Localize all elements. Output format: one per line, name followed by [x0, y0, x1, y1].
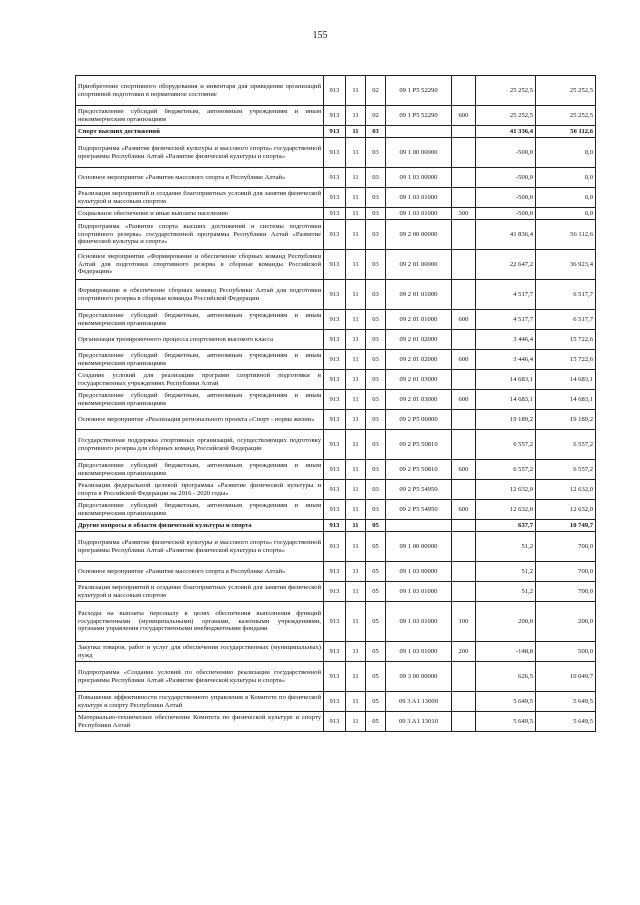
expense-name-cell: Повышение эффективности государственного управления в Комитете по физической культуре и спорту Республики Алтай	[76, 692, 324, 712]
amount-second-cell: 700,0	[536, 562, 596, 582]
expense-type-cell: 600	[452, 390, 476, 410]
table-row	[76, 500, 596, 520]
subsection-code-cell: 02	[366, 106, 386, 126]
expense-type-cell	[452, 562, 476, 582]
amount-first-cell: -500,0	[476, 168, 536, 188]
section-code-cell: 11	[346, 532, 366, 562]
subsection-code-cell: 05	[366, 562, 386, 582]
amount-second-cell: 14 683,1	[536, 370, 596, 390]
table-row	[76, 692, 596, 712]
section-code-cell: 11	[346, 662, 366, 692]
table-row	[76, 220, 596, 250]
amount-second-cell: 12 632,0	[536, 500, 596, 520]
amount-first-cell: -500,0	[476, 138, 536, 168]
target-article-cell: 09 2 01 01000	[386, 310, 452, 330]
expense-name-cell: Предоставление субсидий бюджетным, автономным учреждениям и иным некоммерческим организациям	[76, 460, 324, 480]
ministry-code-cell: 913	[324, 500, 346, 520]
ministry-code-cell: 913	[324, 280, 346, 310]
table-row	[76, 310, 596, 330]
table-row	[76, 330, 596, 350]
expense-name-cell: Основное мероприятие «Формирование и обеспечение сборных команд Республики Алтай для подготовки спортивного резерва в сборные команды Российской Федерации»	[76, 250, 324, 280]
expense-type-cell	[452, 280, 476, 310]
expense-name-cell: Подпрограмма «Создание условий по обеспечению реализации государственной программы Республики Алтай «Развитие физической культуры и спорта»	[76, 662, 324, 692]
budget-table	[75, 75, 596, 732]
ministry-code-cell: 913	[324, 370, 346, 390]
target-article-cell: 09 2 P5 54950	[386, 500, 452, 520]
amount-first-cell: -500,0	[476, 208, 536, 220]
target-article-cell: 09 3 A1 13010	[386, 712, 452, 732]
subsection-code-cell: 03	[366, 126, 386, 138]
amount-first-cell: 25 252,5	[476, 76, 536, 106]
ministry-code-cell: 913	[324, 126, 346, 138]
amount-first-cell: 4 517,7	[476, 280, 536, 310]
section-code-cell: 11	[346, 460, 366, 480]
section-code-cell: 11	[346, 138, 366, 168]
target-article-cell: 09 3 A1 13000	[386, 692, 452, 712]
expense-type-cell: 600	[452, 310, 476, 330]
amount-first-cell: 51,2	[476, 582, 536, 602]
subsection-code-cell: 03	[366, 390, 386, 410]
amount-second-cell: 5 649,5	[536, 692, 596, 712]
amount-second-cell: 15 722,6	[536, 330, 596, 350]
section-code-cell: 11	[346, 76, 366, 106]
section-code-cell: 11	[346, 350, 366, 370]
target-article-cell: 09 2 P5 50810	[386, 430, 452, 460]
target-article-cell: 09 2 00 00000	[386, 220, 452, 250]
amount-first-cell: 22 647,2	[476, 250, 536, 280]
amount-second-cell: 19 189,2	[536, 410, 596, 430]
target-article-cell: 09 1 03 01000	[386, 208, 452, 220]
amount-second-cell: 200,0	[536, 602, 596, 642]
ministry-code-cell: 913	[324, 390, 346, 410]
expense-type-cell	[452, 582, 476, 602]
amount-second-cell: 36 923,4	[536, 250, 596, 280]
expense-name-cell: Социальное обеспечение и иные выплаты населению	[76, 208, 324, 220]
expense-name-cell: Закупка товаров, работ и услуг для обеспечения государственных (муниципальных) нужд	[76, 642, 324, 662]
amount-first-cell: 51,2	[476, 532, 536, 562]
subsection-code-cell: 03	[366, 460, 386, 480]
subsection-code-cell: 03	[366, 430, 386, 460]
target-article-cell: 09 1 03 01000	[386, 642, 452, 662]
subsection-code-cell: 03	[366, 138, 386, 168]
expense-name-cell: Предоставление субсидий бюджетным, автономным учреждениям и иным некоммерческим организациям	[76, 106, 324, 126]
target-article-cell: 09 1 03 00000	[386, 562, 452, 582]
section-code-cell: 11	[346, 106, 366, 126]
section-code-cell: 11	[346, 330, 366, 350]
ministry-code-cell: 913	[324, 410, 346, 430]
expense-type-cell	[452, 220, 476, 250]
target-article-cell: 09 2 01 02000	[386, 330, 452, 350]
ministry-code-cell: 913	[324, 76, 346, 106]
ministry-code-cell: 913	[324, 662, 346, 692]
target-article-cell: 09 2 P5 00000	[386, 410, 452, 430]
ministry-code-cell: 913	[324, 712, 346, 732]
subsection-code-cell: 03	[366, 280, 386, 310]
target-article-cell: 09 1 P5 52290	[386, 76, 452, 106]
section-code-cell: 11	[346, 500, 366, 520]
amount-second-cell: 25 252,5	[536, 76, 596, 106]
amount-first-cell: 6 557,2	[476, 430, 536, 460]
subsection-code-cell: 03	[366, 350, 386, 370]
expense-name-cell: Предоставление субсидий бюджетным, автономным учреждениям и иным некоммерческим организациям	[76, 350, 324, 370]
expense-name-cell: Создание условий для реализации программ спортивной подготовки в государственных учреждениях Республики Алтай	[76, 370, 324, 390]
expense-type-cell: 200	[452, 642, 476, 662]
section-code-cell: 11	[346, 602, 366, 642]
amount-first-cell: 14 683,1	[476, 390, 536, 410]
ministry-code-cell: 913	[324, 350, 346, 370]
expense-type-cell	[452, 168, 476, 188]
amount-first-cell: -148,8	[476, 642, 536, 662]
expense-type-cell	[452, 692, 476, 712]
expense-name-cell: Формирование и обеспечение сборных команд Республики Алтай для подготовки спортивного резерва в сборные команды Российской Федерации	[76, 280, 324, 310]
amount-second-cell: 10 049,7	[536, 662, 596, 692]
amount-first-cell: 3 446,4	[476, 350, 536, 370]
subsection-code-cell: 03	[366, 168, 386, 188]
amount-first-cell: 51,2	[476, 562, 536, 582]
target-article-cell: 09 3 00 00000	[386, 662, 452, 692]
subsection-code-cell: 05	[366, 712, 386, 732]
target-article-cell: 09 1 03 00000	[386, 168, 452, 188]
target-article-cell: 09 2 01 03000	[386, 390, 452, 410]
expense-type-cell: 100	[452, 602, 476, 642]
table-row	[76, 138, 596, 168]
table-row	[76, 168, 596, 188]
target-article-cell: 09 2 01 01000	[386, 280, 452, 310]
amount-second-cell: 6 557,2	[536, 460, 596, 480]
amount-second-cell: 6 557,2	[536, 430, 596, 460]
section-code-cell: 11	[346, 430, 366, 460]
target-article-cell: 09 2 P5 50810	[386, 460, 452, 480]
expense-name-cell: Предоставление субсидий бюджетным, автономным учреждениям и иным некоммерческим организациям	[76, 310, 324, 330]
table-row	[76, 602, 596, 642]
expense-name-cell: Подпрограмма «Развитие физической культуры и массового спорта» государственной программы Республики Алтай «Развитие физической культуры и спорта»	[76, 532, 324, 562]
expense-name-cell: Материально-техническое обеспечение Комитета по физической культуре и спорту Республики Алтай	[76, 712, 324, 732]
expense-name-cell: Другие вопросы в области физической культуры и спорта	[76, 520, 324, 532]
expense-type-cell	[452, 370, 476, 390]
ministry-code-cell: 913	[324, 310, 346, 330]
subsection-code-cell: 03	[366, 370, 386, 390]
table-row	[76, 410, 596, 430]
section-code-cell: 11	[346, 126, 366, 138]
expense-name-cell: Предоставление субсидий бюджетным, автономным учреждениям и иным некоммерческим организациям	[76, 500, 324, 520]
section-code-cell: 11	[346, 480, 366, 500]
amount-first-cell: 12 632,0	[476, 480, 536, 500]
expense-type-cell: 600	[452, 350, 476, 370]
ministry-code-cell: 913	[324, 642, 346, 662]
ministry-code-cell: 913	[324, 330, 346, 350]
expense-type-cell	[452, 330, 476, 350]
table-row	[76, 370, 596, 390]
amount-first-cell: 5 649,5	[476, 712, 536, 732]
amount-second-cell: 15 722,6	[536, 350, 596, 370]
ministry-code-cell: 913	[324, 208, 346, 220]
section-code-cell: 11	[346, 188, 366, 208]
expense-type-cell: 600	[452, 460, 476, 480]
subsection-code-cell: 03	[366, 500, 386, 520]
ministry-code-cell: 913	[324, 480, 346, 500]
expense-type-cell	[452, 430, 476, 460]
table-row	[76, 350, 596, 370]
subsection-code-cell: 03	[366, 480, 386, 500]
ministry-code-cell: 913	[324, 532, 346, 562]
ministry-code-cell: 913	[324, 106, 346, 126]
expense-type-cell	[452, 138, 476, 168]
table-row	[76, 520, 596, 532]
section-code-cell: 11	[346, 280, 366, 310]
subsection-code-cell: 03	[366, 188, 386, 208]
ministry-code-cell: 913	[324, 692, 346, 712]
section-code-cell: 11	[346, 250, 366, 280]
page-number: 155	[312, 30, 328, 41]
amount-first-cell: 6 557,2	[476, 460, 536, 480]
subsection-code-cell: 03	[366, 208, 386, 220]
expense-type-cell	[452, 76, 476, 106]
target-article-cell	[386, 126, 452, 138]
expense-name-cell: Подпрограмма «Развитие спорта высших достижений и системы подготовки спортивного резерва» государственной программы Республики Алтай «Развитие физической культуры и спорта»	[76, 220, 324, 250]
table-row	[76, 460, 596, 480]
table-row	[76, 662, 596, 692]
expense-type-cell	[452, 662, 476, 692]
subsection-code-cell: 03	[366, 250, 386, 280]
amount-second-cell: 500,0	[536, 642, 596, 662]
expense-name-cell: Государственная поддержка спортивных организаций, осуществляющих подготовку спортивного резерва для сборных команд Российской Федерации	[76, 430, 324, 460]
expense-type-cell: 600	[452, 106, 476, 126]
expense-name-cell: Реализация мероприятий и создание благоприятных условий для занятия физической культурой и массовым спортом	[76, 188, 324, 208]
table-row	[76, 126, 596, 138]
target-article-cell	[386, 520, 452, 532]
ministry-code-cell: 913	[324, 250, 346, 280]
amount-second-cell: 6 517,7	[536, 310, 596, 330]
amount-second-cell: 12 632,0	[536, 480, 596, 500]
section-code-cell: 11	[346, 410, 366, 430]
section-code-cell: 11	[346, 562, 366, 582]
target-article-cell: 09 2 01 03000	[386, 370, 452, 390]
expense-name-cell: Расходы на выплаты персоналу в целях обеспечения выполнения функций государственными (муниципальными) органами, казенными учреждениями, органами управления государственными внебюджетными фондами	[76, 602, 324, 642]
table-row	[76, 712, 596, 732]
amount-second-cell: 56 112,6	[536, 126, 596, 138]
section-code-cell: 11	[346, 370, 366, 390]
table-row	[76, 390, 596, 410]
amount-second-cell: 6 517,7	[536, 280, 596, 310]
amount-second-cell: 10 749,7	[536, 520, 596, 532]
table-row	[76, 106, 596, 126]
amount-first-cell: 3 446,4	[476, 330, 536, 350]
amount-second-cell: 0,0	[536, 208, 596, 220]
expense-type-cell	[452, 712, 476, 732]
target-article-cell: 09 1 00 00000	[386, 138, 452, 168]
ministry-code-cell: 913	[324, 460, 346, 480]
amount-first-cell: 25 252,5	[476, 106, 536, 126]
subsection-code-cell: 05	[366, 642, 386, 662]
expense-type-cell	[452, 532, 476, 562]
subsection-code-cell: 03	[366, 410, 386, 430]
amount-first-cell: 200,0	[476, 602, 536, 642]
section-code-cell: 11	[346, 642, 366, 662]
expense-type-cell	[452, 480, 476, 500]
expense-name-cell: Предоставление субсидий бюджетным, автономным учреждениям и иным некоммерческим организациям	[76, 390, 324, 410]
amount-second-cell: 5 649,5	[536, 712, 596, 732]
subsection-code-cell: 02	[366, 76, 386, 106]
amount-first-cell: 19 189,2	[476, 410, 536, 430]
amount-second-cell: 700,0	[536, 582, 596, 602]
amount-second-cell: 0,0	[536, 168, 596, 188]
expense-name-cell: Основное мероприятие «Реализация регионального проекта «Спорт - норма жизни»	[76, 410, 324, 430]
amount-first-cell: 626,5	[476, 662, 536, 692]
section-code-cell: 11	[346, 208, 366, 220]
subsection-code-cell: 05	[366, 532, 386, 562]
subsection-code-cell: 03	[366, 310, 386, 330]
target-article-cell: 09 2 01 00000	[386, 250, 452, 280]
subsection-code-cell: 05	[366, 662, 386, 692]
expense-type-cell	[452, 126, 476, 138]
table-row	[76, 480, 596, 500]
ministry-code-cell: 913	[324, 168, 346, 188]
table-row	[76, 532, 596, 562]
table-row	[76, 642, 596, 662]
ministry-code-cell: 913	[324, 220, 346, 250]
target-article-cell: 09 1 03 01000	[386, 582, 452, 602]
table-row	[76, 582, 596, 602]
amount-first-cell: 41 836,4	[476, 220, 536, 250]
ministry-code-cell: 913	[324, 430, 346, 460]
expense-type-cell	[452, 188, 476, 208]
expense-name-cell: Организация тренировочного процесса спортсменов высокого класса	[76, 330, 324, 350]
ministry-code-cell: 913	[324, 520, 346, 532]
section-code-cell: 11	[346, 310, 366, 330]
ministry-code-cell: 913	[324, 602, 346, 642]
ministry-code-cell: 913	[324, 188, 346, 208]
target-article-cell: 09 1 03 01000	[386, 188, 452, 208]
amount-first-cell: 12 632,0	[476, 500, 536, 520]
target-article-cell: 09 1 03 01000	[386, 602, 452, 642]
expense-type-cell	[452, 520, 476, 532]
expense-name-cell: Основное мероприятие «Развитие массового спорта в Республике Алтай»	[76, 168, 324, 188]
table-row	[76, 562, 596, 582]
table-row	[76, 430, 596, 460]
amount-second-cell: 56 112,6	[536, 220, 596, 250]
amount-second-cell: 14 683,1	[536, 390, 596, 410]
target-article-cell: 09 2 01 02000	[386, 350, 452, 370]
subsection-code-cell: 03	[366, 330, 386, 350]
amount-first-cell: 4 517,7	[476, 310, 536, 330]
amount-second-cell: 0,0	[536, 188, 596, 208]
expense-name-cell: Реализация мероприятий и создание благоприятных условий для занятия физической культурой и массовым спортом	[76, 582, 324, 602]
table-row	[76, 250, 596, 280]
table-row	[76, 280, 596, 310]
subsection-code-cell: 05	[366, 602, 386, 642]
section-code-cell: 11	[346, 582, 366, 602]
table-row	[76, 208, 596, 220]
amount-first-cell: 5 649,5	[476, 692, 536, 712]
subsection-code-cell: 05	[366, 520, 386, 532]
expense-name-cell: Спорт высших достижений	[76, 126, 324, 138]
section-code-cell: 11	[346, 520, 366, 532]
amount-first-cell: 41 336,4	[476, 126, 536, 138]
target-article-cell: 09 2 P5 54950	[386, 480, 452, 500]
amount-first-cell: 14 683,1	[476, 370, 536, 390]
section-code-cell: 11	[346, 168, 366, 188]
expense-type-cell	[452, 410, 476, 430]
subsection-code-cell: 05	[366, 582, 386, 602]
table-row	[76, 188, 596, 208]
amount-second-cell: 0,0	[536, 138, 596, 168]
expense-name-cell: Приобретение спортивного оборудования и инвентаря для приведения организаций спортивной подготовки в нормативное состояние	[76, 76, 324, 106]
target-article-cell: 09 1 P5 52290	[386, 106, 452, 126]
target-article-cell: 09 1 00 00000	[386, 532, 452, 562]
expense-name-cell: Реализация федеральной целевой программы «Развитие физической культуры и спорта в Российской Федерации на 2016 - 2020 годы»	[76, 480, 324, 500]
section-code-cell: 11	[346, 220, 366, 250]
section-code-cell: 11	[346, 390, 366, 410]
section-code-cell: 11	[346, 712, 366, 732]
table-row	[76, 76, 596, 106]
subsection-code-cell: 03	[366, 220, 386, 250]
amount-second-cell: 700,0	[536, 532, 596, 562]
section-code-cell: 11	[346, 692, 366, 712]
subsection-code-cell: 05	[366, 692, 386, 712]
expense-name-cell: Подпрограмма «Развитие физической культуры и массового спорта» государственной программы Республики Алтай «Развитие физической культуры и спорта»	[76, 138, 324, 168]
expense-type-cell	[452, 250, 476, 280]
ministry-code-cell: 913	[324, 138, 346, 168]
expense-name-cell: Основное мероприятие «Развитие массового спорта в Республике Алтай»	[76, 562, 324, 582]
amount-first-cell: 637,7	[476, 520, 536, 532]
ministry-code-cell: 913	[324, 562, 346, 582]
expense-type-cell: 300	[452, 208, 476, 220]
expense-type-cell: 600	[452, 500, 476, 520]
ministry-code-cell: 913	[324, 582, 346, 602]
amount-second-cell: 25 252,5	[536, 106, 596, 126]
amount-first-cell: -500,0	[476, 188, 536, 208]
